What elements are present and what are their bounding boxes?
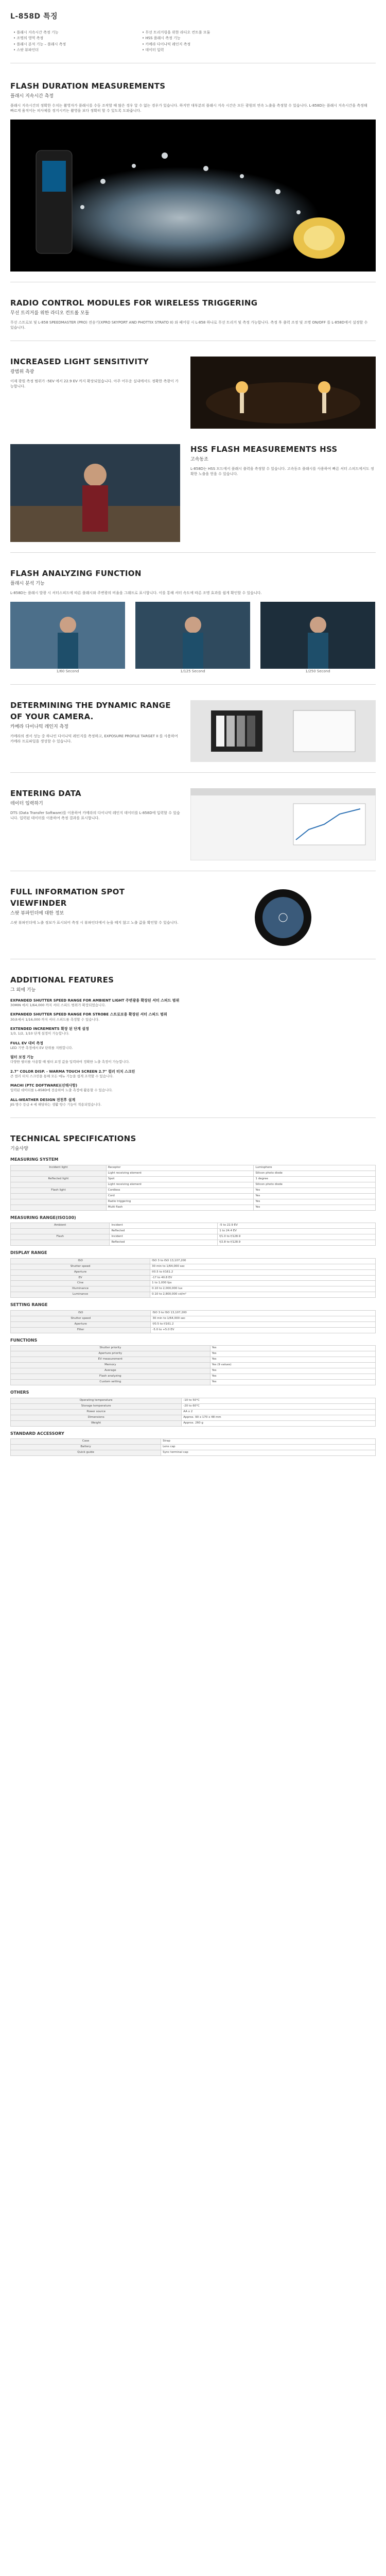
spec-cell: Incident (110, 1223, 218, 1229)
spec-row (11, 1193, 376, 1199)
spec-cell: Storage temperature (11, 1403, 182, 1409)
shutter-caption: 1/250 Second (305, 669, 330, 673)
shutter-comparison-photos (10, 602, 376, 674)
spec-cell: Yes (9 values) (210, 1363, 375, 1368)
spec-cell: Yes (210, 1357, 375, 1363)
section-title: FULL INFORMATION SPOT VIEWFINDER (10, 887, 125, 908)
spec-cell: ISO 3 to ISO 13,107,200 (151, 1310, 376, 1316)
section-flash-analyzing (10, 568, 376, 596)
spec-row (11, 1205, 376, 1210)
spec-row (11, 1264, 376, 1269)
spec-cell: Filter (11, 1327, 151, 1333)
spec-cell: f/1.0 to f/128.9 (218, 1234, 376, 1240)
spec-cell: 30 min to 1/64,000 sec (150, 1264, 376, 1269)
feature-heading: 필터 보정 기능 (10, 1055, 34, 1060)
spec-table-heading: STANDARD ACCESSORY (10, 1431, 64, 1436)
feature-bullet-list (13, 30, 250, 53)
feature-bullet: • 데이터 입력 (142, 47, 250, 53)
software-screenshot (190, 788, 376, 860)
feature-bullet: • HSS 플래시 측정 기능 (142, 36, 250, 41)
shutter-photo (10, 602, 125, 674)
spec-row (11, 1374, 376, 1380)
section-text: 무선 스트로보 및 L-858 SPEEDMASTER (PRO) 전송기(XPRO SKYPORT AND PHOTTIX STRATO II) 와 페어링 시 L-858 하나로 무선 트리거 및 측정 가능합니다. 측정 후 출력 조정 및 조명 ON/OFF 를 L-858D에서 설정할 수 있습니다. (10, 320, 368, 330)
section-flash-duration (10, 81, 376, 113)
hss-photo (10, 444, 180, 542)
additional-feature-list (10, 998, 376, 1108)
section-subtitle: 스팟 뷰파인더에 대한 정보 (10, 910, 64, 916)
feature-heading: FULL EV 대비 측정 (10, 1041, 43, 1045)
section-data-entry (10, 788, 376, 860)
section-viewfinder (10, 887, 376, 948)
spec-cell: f/0.5 to f/161.2 (150, 1269, 376, 1275)
spec-cell: ISO (11, 1258, 150, 1264)
spec-table (10, 1310, 376, 1333)
section-subtitle: 그 외에 기능 (10, 987, 36, 993)
divider (10, 552, 376, 553)
spec-cell (11, 1205, 107, 1210)
spec-cell: 1 to 24.4 EV (218, 1229, 376, 1234)
spec-cell: 30 min to 1/64,000 sec (151, 1316, 376, 1321)
spec-row (11, 1176, 376, 1182)
section-subtitle: 기술사양 (10, 1146, 28, 1152)
spec-cell (11, 1240, 110, 1246)
spec-cell: Strap (161, 1439, 376, 1445)
divider (10, 684, 376, 685)
divider (10, 772, 376, 773)
spec-cell: Aperture priority (11, 1351, 210, 1357)
feature-heading: 2.7" COLOR DISP. - WARMA TOUCH SCREEN 2.7" 컬러 터치 스크린 (10, 1069, 135, 1074)
section-title: DETERMINING THE DYNAMIC RANGE OF YOUR CAMERA. (10, 701, 171, 721)
spec-cell: f/0.5 to f/161.2 (151, 1321, 376, 1327)
spec-table-heading: SETTING RANGE (10, 1302, 48, 1308)
spec-cell (11, 1193, 107, 1199)
spec-table-heading: DISPLAY RANGE (10, 1250, 47, 1255)
feature-heading: EXPANDED SHUTTER SPEED RANGE FOR STROBE 스트로보용 확장된 셔터 스피드 범위 (10, 1012, 167, 1017)
spec-cell: Illuminance (11, 1286, 150, 1292)
spec-row (11, 1286, 376, 1292)
spec-cell: Reflected (110, 1240, 218, 1246)
spec-cell: ISO 3 to ISO 13,107,200 (150, 1258, 376, 1264)
section-text: DTS (Data Transfer Software)를 이용하여 카메라의 다이나믹 레인지 데이터를 L-858D에 입력할 수 있습니다. 입력된 데이터를 이용하여 측정 결과를 표시합니다. (10, 810, 180, 821)
section-text: 이제 광원 측정 범위가 -5EV 에서 22.9 EV 까지 확장되었습니다. 아주 어두운 실내에서도 정확한 측광이 가능합니다. (10, 379, 179, 388)
spec-row (11, 1275, 376, 1281)
spec-row (11, 1240, 376, 1246)
spec-cell: Yes (210, 1351, 375, 1357)
spec-table-heading: MEASURING RANGE(ISO100) (10, 1215, 76, 1220)
spec-cell: ISO (11, 1310, 151, 1316)
spec-cell: Weight (11, 1420, 182, 1426)
feature-text: 큰 컬러 터치 스크린을 통해 모든 메뉴 기능을 쉽게 조작할 수 있습니다. (10, 1074, 114, 1078)
spec-cell: Luminance (11, 1292, 150, 1298)
spec-cell: Yes (254, 1188, 376, 1193)
spec-row (11, 1165, 376, 1171)
section-title: TECHNICAL SPECIFICATIONS (10, 1134, 136, 1144)
feature-heading: EXPANDED SHUTTER SPEED RANGE FOR AMBIENT LIGHT 주변광용 확장된 셔터 스피드 범위 (10, 998, 180, 1003)
spec-row (11, 1363, 376, 1368)
spec-cell: Memory (11, 1363, 210, 1368)
spec-cell: Flash light (11, 1188, 107, 1193)
section-text: 스팟 뷰파인더에 노출 정보가 표시되어 측정 시 뷰파인더에서 눈을 떼지 않고 노출 값을 확인할 수 있습니다. (10, 920, 179, 925)
section-text: L-858D는 HSS 모드에서 플래시 출력을 측정할 수 있습니다. 고속동조 플래시를 사용하여 빠른 셔터 스피드에서도 정확한 노출을 얻을 수 있습니다. (190, 466, 374, 476)
shutter-caption: 1/125 Second (180, 669, 205, 673)
spec-cell: Flash analyzing (11, 1374, 210, 1380)
spec-cell: Approx. 260 g (182, 1420, 376, 1426)
spec-cell: Cord (106, 1193, 253, 1199)
spec-row (11, 1229, 376, 1234)
spec-tables (10, 1157, 376, 1456)
spec-row (11, 1445, 376, 1450)
section-subtitle: 플래시 지속시간 측정 (10, 93, 54, 99)
feature-bullet: • 조명의 영역 측정 (13, 36, 121, 41)
spec-cell: -17 to 40.8 EV (150, 1275, 376, 1281)
spec-cell: Receptor (106, 1165, 253, 1171)
spec-cell: -10 to 50°C (182, 1398, 376, 1403)
spec-cell: Ambient (11, 1223, 110, 1229)
spec-cell: Radio triggering (106, 1199, 253, 1205)
spec-cell: Light receiving element (106, 1182, 253, 1188)
section-title: ENTERING DATA (10, 789, 81, 799)
spec-cell: Shutter speed (11, 1316, 151, 1321)
spec-cell: Reflected light (11, 1176, 107, 1182)
section-radio-control (10, 298, 376, 330)
spec-cell: AA x 2 (182, 1409, 376, 1415)
spec-row (11, 1171, 376, 1176)
spec-cell: Shutter priority (11, 1346, 210, 1351)
spec-row (11, 1357, 376, 1363)
spec-row (11, 1403, 376, 1409)
spec-row (11, 1223, 376, 1229)
spec-row (11, 1269, 376, 1275)
product-title: L-858D 특징 (10, 12, 58, 21)
spec-row (11, 1327, 376, 1333)
spec-cell: Multi flash (106, 1205, 253, 1210)
spec-cell: Lens cap (161, 1445, 376, 1450)
spec-cell: Quick guide (11, 1450, 161, 1456)
feature-text: LED 기반 측정에서 EV 단위를 지원합니다. (10, 1045, 73, 1050)
viewfinder-image (190, 887, 376, 948)
spec-cell: Yes (210, 1346, 375, 1351)
section-hss (10, 444, 376, 542)
feature-heading: MACHI (PTC DOFTWARE)(선택사항) (10, 1083, 78, 1088)
spec-cell (11, 1182, 107, 1188)
spec-cell: Custom setting (11, 1380, 210, 1385)
spec-cell: -20 to 60°C (182, 1403, 376, 1409)
spec-cell: Yes (254, 1193, 376, 1199)
spec-cell: Cine (11, 1281, 150, 1286)
spec-cell: Incident light (11, 1165, 107, 1171)
spec-row (11, 1182, 376, 1188)
spec-row (11, 1409, 376, 1415)
spec-cell: Yes (210, 1380, 375, 1385)
spec-cell: f/2.8 to f/128.9 (218, 1240, 376, 1246)
feature-text: JIS 방수 등급 4 에 해당하는 생활 방수 기능이 적용되었습니다. (10, 1102, 102, 1107)
section-text: L-858D는 플래시 발광 시 셔터스피드에 따른 플래시와 주변광의 비율을 그래프로 표시합니다. 이를 통해 셔터 속도에 따른 조명 효과를 쉽게 확인할 수 있습니다. (10, 590, 262, 595)
spec-cell: Dimensions (11, 1415, 182, 1420)
feature-bullet: • 플래시 지속시간 측정 기능 (13, 30, 121, 35)
shutter-caption: 1/60 Second (56, 669, 79, 673)
spec-cell: Incident (110, 1234, 218, 1240)
spec-cell: Yes (210, 1374, 375, 1380)
spec-row (11, 1398, 376, 1403)
spec-cell: Approx. 90 x 170 x 48 mm (182, 1415, 376, 1420)
section-low-light (10, 357, 376, 429)
spec-table (10, 1345, 376, 1385)
candle-photo (190, 357, 376, 429)
spec-cell: Silicon photo diode (254, 1171, 376, 1176)
spec-row (11, 1310, 376, 1316)
spec-row (11, 1316, 376, 1321)
feature-heading: EXTENDED INCREMENTS 확장 된 단계 설정 (10, 1027, 89, 1031)
feature-heading: ALL-WEATHER DESIGN 전천후 설계 (10, 1097, 76, 1102)
spec-row (11, 1188, 376, 1193)
spec-table-heading: OTHERS (10, 1390, 29, 1395)
section-title: ADDITIONAL FEATURES (10, 975, 114, 985)
section-subtitle: 무선 트리거를 위한 라디오 컨트롤 모듈 (10, 310, 90, 316)
shutter-photo (135, 602, 250, 674)
spec-cell: Lumisphere (254, 1165, 376, 1171)
spec-cell: Aperture (11, 1321, 151, 1327)
spec-cell: Light receiving element (106, 1171, 253, 1176)
exposure-target-image (190, 700, 376, 762)
spec-cell: Spot (106, 1176, 253, 1182)
spec-cell (11, 1171, 107, 1176)
spec-table (10, 1165, 376, 1211)
section-title: FLASH ANALYZING FUNCTION (10, 569, 142, 579)
divider (10, 1117, 376, 1118)
spec-cell: EV (11, 1275, 150, 1281)
spec-cell: 0.10 to 2,000,000 lux (150, 1286, 376, 1292)
feature-text: 30초에서 1/16,000 까지 셔터 스피드를 측정할 수 있습니다. (10, 1017, 100, 1022)
spec-cell: Shutter speed (11, 1264, 150, 1269)
spec-table (10, 1438, 376, 1456)
spec-cell: 1 to 1,000 fps (150, 1281, 376, 1286)
spec-cell: -5 to 22.9 EV (218, 1223, 376, 1229)
section-title: RADIO CONTROL MODULES FOR WIRELESS TRIGGERING (10, 298, 258, 308)
section-dynamic-range (10, 700, 376, 762)
section-title: INCREASED LIGHT SENSITIVITY (10, 357, 149, 367)
section-subtitle: 광범위 측광 (10, 369, 34, 375)
spec-row (11, 1368, 376, 1374)
spec-row (11, 1439, 376, 1445)
shutter-photo (260, 602, 375, 674)
spec-row (11, 1420, 376, 1426)
spec-table (10, 1258, 376, 1298)
feature-text: 1/3, 1/2, 1/10 단계 설정이 가능합니다. (10, 1031, 69, 1036)
spec-cell: Reflected (110, 1229, 218, 1234)
section-title: FLASH DURATION MEASUREMENTS (10, 81, 166, 91)
flash-duration-photo (10, 120, 376, 272)
spec-table-heading: FUNCTIONS (10, 1337, 38, 1343)
spec-row (11, 1292, 376, 1298)
spec-cell: Yes (210, 1368, 375, 1374)
section-subtitle: 고속동조 (190, 456, 208, 462)
spec-cell: Yes (254, 1205, 376, 1210)
spec-cell: Sync terminal cap (161, 1450, 376, 1456)
spec-table (10, 1398, 376, 1427)
spec-cell: Flash (11, 1234, 110, 1240)
spec-cell: Battery (11, 1445, 161, 1450)
spec-cell (11, 1199, 107, 1205)
spec-cell: Cordless (106, 1188, 253, 1193)
feature-text: 입력된 데이터를 L-858D에 전송하여 노출 측정에 활용할 수 있습니다. (10, 1088, 113, 1093)
section-additional-features (10, 975, 376, 1107)
spec-row (11, 1199, 376, 1205)
section-subtitle: 플래시 분석 기능 (10, 581, 45, 586)
spec-row (11, 1281, 376, 1286)
section-text: 플래시 지속시간의 정확한 수치는 촬영자가 플래시를 수동 조작할 때 많은 경우 알 수 없는 경우가 있습니다. 하지만 대부분의 플래시 지속 시간은 모든 광원의 연속 노출을 측정할 수 있습니다. L-858D는 플래시 지속시간을 측정해 빠르게 움직이는 피사체를 정지시키는 촬영을 보다 정확히 할 수 있도록 도와줍니다. (10, 103, 367, 113)
spec-cell: Silicon photo diode (254, 1182, 376, 1188)
feature-bullet: • 플래시 분석 기능 – 플래시 측정 (13, 42, 121, 47)
feature-bullet: • 무선 트리거링을 위한 라디오 컨트롤 모듈 (142, 30, 250, 35)
spec-row (11, 1234, 376, 1240)
section-specs (10, 1133, 376, 1456)
spec-cell: -5.0 to +5.0 EV (151, 1327, 376, 1333)
section-subtitle: 카메라 다이나믹 레인지 측정 (10, 724, 68, 730)
spec-cell: Aperture (11, 1269, 150, 1275)
spec-table (10, 1223, 376, 1246)
feature-bullet: • 카메라 다이나믹 레인지 측정 (142, 42, 250, 47)
spec-cell: EV measurement (11, 1357, 210, 1363)
feature-text: 다양한 필터를 사용할 때 필터 보정 값을 입력하여 정확한 노출 측정이 가능합니다. (10, 1060, 130, 1064)
spec-row (11, 1346, 376, 1351)
spec-cell: Power source (11, 1409, 182, 1415)
spec-row (11, 1351, 376, 1357)
spec-cell: Yes (254, 1199, 376, 1205)
spec-table-heading: MEASURING SYSTEM (10, 1157, 59, 1162)
spec-cell (11, 1229, 110, 1234)
feature-bullet: • 스팟 뷰파인더 (13, 47, 121, 53)
spec-cell: 1 degree (254, 1176, 376, 1182)
spec-row (11, 1415, 376, 1420)
spec-cell: Case (11, 1439, 161, 1445)
section-text: 카메라의 센서 성능 중 하나인 다이나믹 레인지를 측정하고, EXPOSURE PROFILE TARGET II 를 사용하여 카메라 프로파일을 생성할 수 있습니다. (10, 734, 178, 743)
spec-row (11, 1258, 376, 1264)
section-subtitle: 데이터 입력하기 (10, 801, 43, 806)
spec-cell: Operating temperature (11, 1398, 182, 1403)
spec-row (11, 1321, 376, 1327)
spec-cell: Average (11, 1368, 210, 1374)
spec-cell: 0.10 to 2,800,000 cd/m² (150, 1292, 376, 1298)
spec-row (11, 1380, 376, 1385)
spec-row (11, 1450, 376, 1456)
feature-text: 30MIN 에서 1/64,000 까지 셔터 스피드 범위가 확장되었습니다. (10, 1003, 106, 1008)
section-title: HSS FLASH MEASUREMENTS HSS (190, 445, 338, 454)
